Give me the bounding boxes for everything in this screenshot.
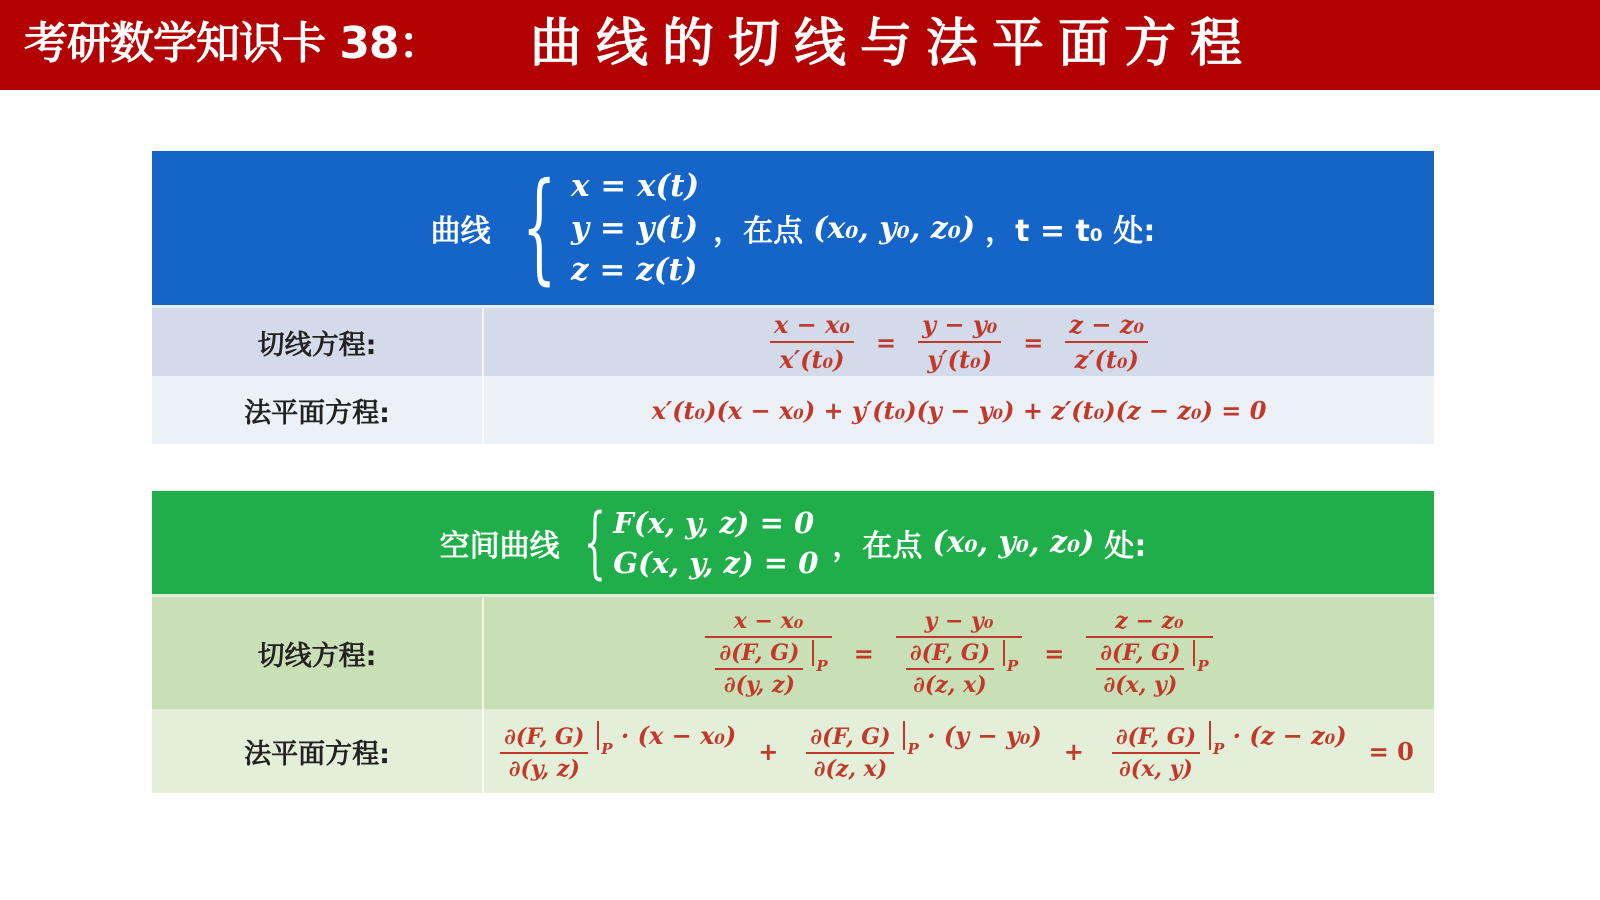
- header-connector: ，在点: [832, 528, 923, 564]
- header-lead: 空间曲线: [439, 528, 560, 564]
- normal-plane-formula: $\frac{\partial(F, G)}{\partial(y, z)}$ $_P$ · (x − x₀) + $\frac{\partial(F, G)}{\partial(z, x)}$ $_P$ · (y − y₀) + $\frac{\partial(F, G)}{\partial(x, y)}$ $_P$ · (z − z₀) = 0: [484, 721, 1434, 782]
- normal-plane-row: [152, 376, 1434, 444]
- system-line: F(x, y, z) = 0: [613, 505, 815, 540]
- left-brace: {: [583, 497, 606, 588]
- tangent-label: 切线方程:: [152, 597, 484, 709]
- normal-term: $\frac{\partial(F, G)}{\partial(x, y)}$ $_P$ · (z − z₀): [1106, 721, 1347, 782]
- left-brace: {: [521, 158, 556, 297]
- header-point: (x₀, y₀, z₀): [813, 210, 976, 246]
- system-line: y = y(t): [570, 210, 699, 246]
- normal-term: $\frac{\partial(F, G)}{\partial(z, x)}$ $_P$ · (y − y₀): [800, 721, 1041, 782]
- page-title: 曲线的切线与法平面方程: [530, 14, 1257, 74]
- header-tail: ，t = t₀ 处:: [985, 214, 1156, 249]
- normal-plane-label: 法平面方程:: [152, 709, 484, 793]
- tangent-formula: $\frac{\text{x − x₀}}{\text{x′(t₀)}}$ = $\frac{\text{y − y₀}}{\text{y′(t₀)}}$ = $\frac{\text{z − z₀}}{\text{z′(t₀)}}$: [484, 310, 1434, 374]
- tangent-label: 切线方程:: [152, 308, 484, 376]
- normal-plane-row: [152, 709, 1434, 793]
- equation-system: [570, 497, 819, 588]
- normal-plane-label: 法平面方程:: [152, 376, 484, 444]
- series-title: 考研数学知识卡 38：: [24, 18, 442, 69]
- normal-term: $\frac{\partial(F, G)}{\partial(y, z)}$ $_P$ · (x − x₀): [494, 721, 736, 782]
- fraction: x − x₀ $\frac{\partial(F, G)}{\partial(y, z)}$ $_P$: [705, 608, 831, 698]
- header-connector: ，在点: [713, 214, 804, 249]
- card-header: [152, 491, 1434, 594]
- tangent-row: [152, 594, 1434, 709]
- normal-plane-equation: x′(t₀)(x − x₀) + y′(t₀)(y − y₀) + z′(t₀)(z − z₀) = 0: [651, 395, 1267, 425]
- fraction: z − z₀ $\frac{\partial(F, G)}{\partial(x, y)}$ $_P$: [1086, 608, 1212, 698]
- equation-system: [501, 158, 700, 297]
- header-point: (x₀, y₀, z₀): [932, 525, 1095, 560]
- card-header: [152, 151, 1434, 305]
- fraction: $\frac{\text{y − y₀}}{\text{y′(t₀)}}$: [918, 310, 1001, 374]
- fraction: y − y₀ $\frac{\partial(F, G)}{\partial(z, x)}$ $_P$: [896, 608, 1022, 698]
- header-lead: 曲线: [430, 214, 491, 249]
- parametric-curve-card: [152, 151, 1434, 444]
- tangent-formula: x − x₀ $\frac{\partial(F, G)}{\partial(y, z)}$ $_P$ = y − y₀ $\frac{\partial(F, G)}{\partial(z, x)}$ $_P$ = z − z₀ $\frac{\partial(F, G)}{\partial(x, y)}$ $_P$: [484, 608, 1434, 698]
- header-tail: 处:: [1104, 528, 1147, 564]
- intersection-curve-card: [152, 491, 1434, 793]
- normal-plane-formula: [484, 396, 1434, 425]
- fraction: $\frac{\text{x − x₀}}{\text{x′(t₀)}}$: [770, 310, 854, 374]
- system-line: G(x, y, z) = 0: [613, 545, 819, 580]
- system-line: z = z(t): [570, 252, 698, 288]
- fraction: $\frac{\text{z − z₀}}{\text{z′(t₀)}}$: [1065, 310, 1148, 374]
- title-banner: [0, 0, 1600, 90]
- tangent-row: [152, 305, 1434, 376]
- system-line: x = x(t): [570, 168, 700, 204]
